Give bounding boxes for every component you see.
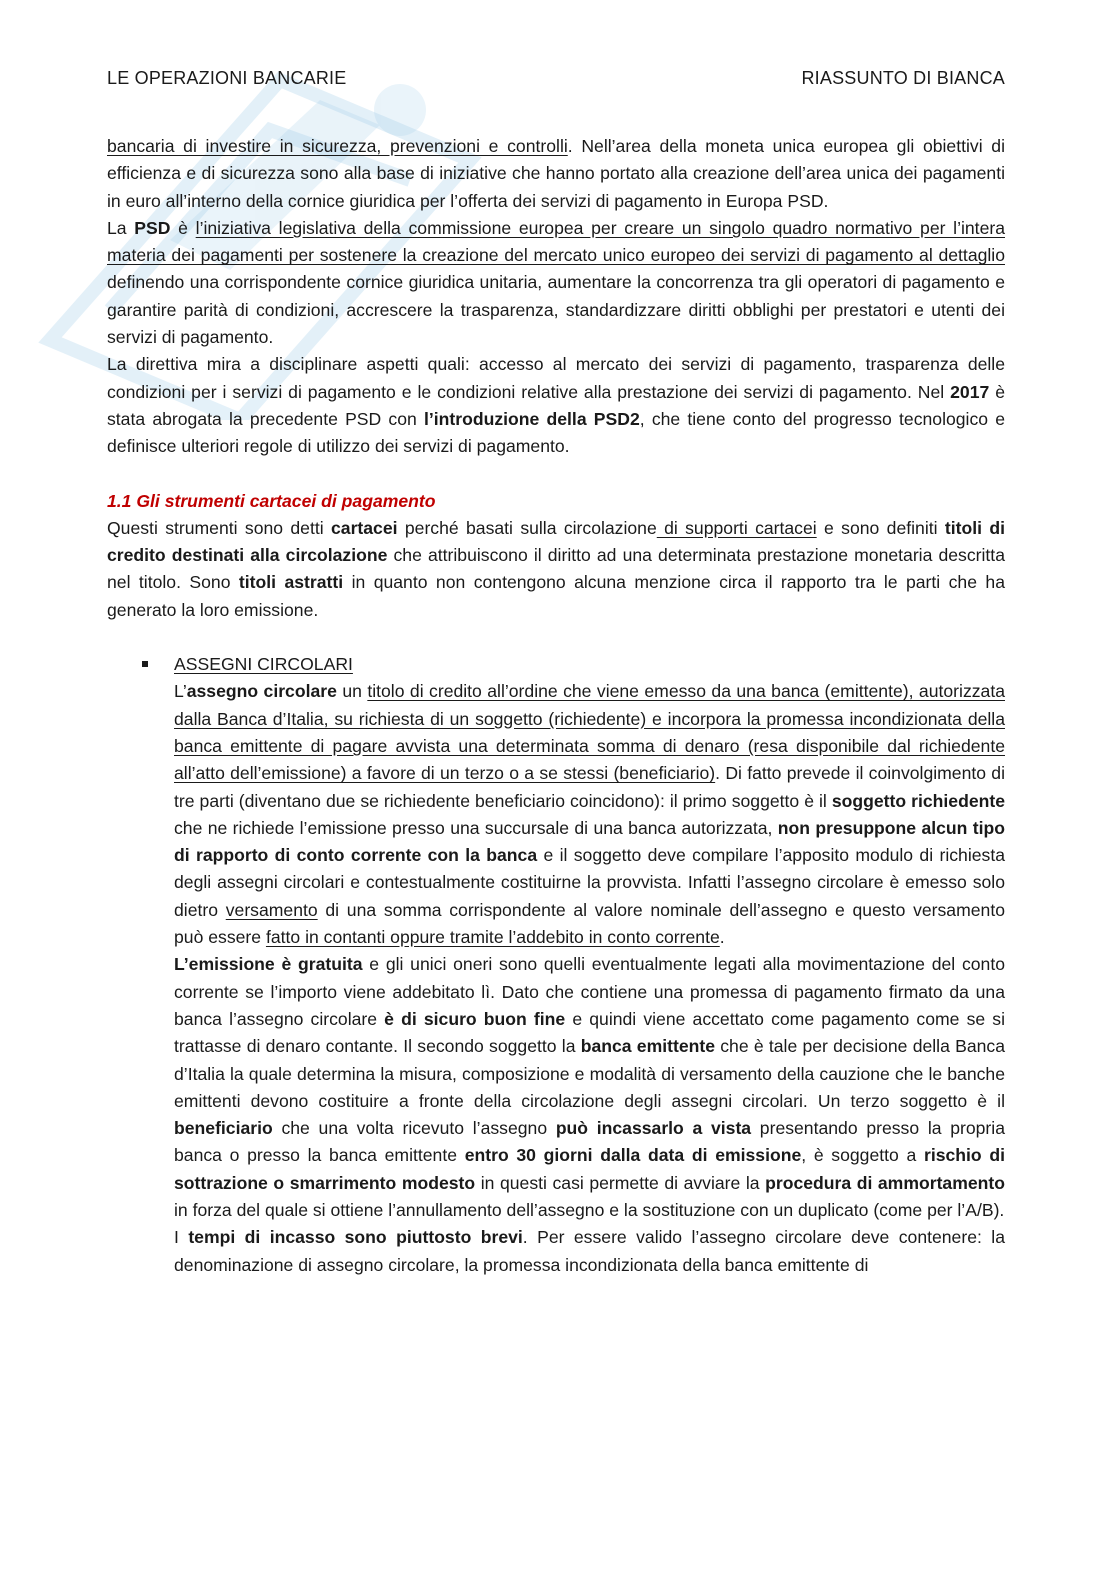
text: perché basati sulla circolazione: [397, 517, 657, 538]
text: La direttiva mira a disciplinare aspetti quali: accesso al mercato dei servizi di pagamento, trasparenza delle condizioni per i servizi di pagamento e le condizioni relative alla prestazione dei servizi di pagamento. Nel: [107, 354, 1005, 402]
text-bold: l’introduzione della PSD2: [424, 408, 640, 429]
square-bullet-icon: [142, 661, 148, 667]
text-bold: entro 30 giorni dalla data di emissione: [464, 1145, 802, 1166]
page-header: [107, 68, 1005, 94]
text: che una volta ricevuto l’assegno: [272, 1118, 556, 1139]
bullet-title: ASSEGNI CIRCOLARI: [174, 654, 353, 675]
text: I: [174, 1227, 189, 1248]
text: e gli unici oneri sono quelli eventualmente legati alla movimentazione del conto corrente se l’importo viene addebitato lì. Dato che contiene una promessa di pagamento firmato da una banca l’assegno circolare: [174, 954, 1005, 1029]
text-underlined: versamento: [225, 899, 318, 920]
text-bold: L’emissione è gratuita: [174, 954, 363, 975]
text: di una somma corrispondente al valore nominale dell’assegno e questo versamento può essere: [174, 899, 1005, 948]
text-bold: assegno circolare: [186, 681, 337, 702]
text: che è tale per decisione della Banca d’Italia la quale determina la misura, composizione e modalità di versamento della cauzione che le banche emittenti devono costituire a fronte della circolazione degli assegni circolari. Un terzo soggetto è il: [174, 1036, 1005, 1111]
text-bold: può incassarlo a vista: [555, 1118, 752, 1139]
text: L’: [174, 681, 187, 702]
paragraph-psd: [107, 215, 1005, 351]
text: che ne richiede l’emissione presso una succursale di una banca autorizzata,: [174, 817, 778, 838]
text: . Nell’area della moneta unica europea gli obiettivi di efficienza e di sicurezza sono alla base di iniziative che hanno portato alla creazione dell’area unica dei pagamenti in euro all’interno della cornice giuridica per l’offerta dei servizi di pagamento in Europa PSD.: [107, 136, 1005, 211]
text: che attribuiscono il diritto ad una determinata prestazione monetaria descritta nel titolo. Sono: [107, 545, 1005, 593]
spacer: [107, 624, 1005, 651]
text-bold: è di sicuro buon fine: [384, 1008, 566, 1029]
text: Questi strumenti sono detti: [107, 517, 331, 538]
header-author: RIASSUNTO DI BIANCA: [801, 68, 1005, 88]
text: presentando presso la propria banca o presso la banca emittente: [174, 1118, 1005, 1166]
text-bold: soggetto richiedente: [831, 790, 1005, 811]
text: è stata abrogata la precedente PSD con: [107, 381, 1005, 429]
header-title: LE OPERAZIONI BANCARIE: [107, 68, 347, 88]
text: un: [336, 681, 368, 702]
bullet-assegni-circolari: [107, 651, 1005, 1279]
section-heading: 1.1 Gli strumenti cartacei di pagamento: [107, 490, 436, 511]
text: . Per essere valido l’assegno circolare deve contenere: la denominazione di assegno circolare, la promessa incondizionata della banca emittente di: [174, 1227, 1005, 1275]
paragraph-emissione: [174, 951, 1005, 1224]
text: in questi casi permette di avviare la: [475, 1172, 766, 1193]
paragraph-directive: [107, 351, 1005, 460]
text-bold: banca emittente: [580, 1036, 716, 1057]
text-bold: cartacei: [331, 517, 398, 538]
text-bold: tempi di incasso sono piuttosto brevi: [188, 1227, 523, 1248]
text-bold: procedura di ammortamento: [765, 1172, 1005, 1193]
text: , che tiene conto del progresso tecnologico e definisce ulteriori regole di utilizzo dei servizi di pagamento.: [107, 408, 1006, 457]
text: definendo una corrispondente cornice giuridica unitaria, aumentare la concorrenza tra gli operatori di pagamento e garantire parità di condizioni, accrescere la trasparenza, standardizzare diritti obblighi per prestatori e utenti dei servizi di pagamento.: [107, 272, 1005, 348]
text: La: [107, 217, 135, 238]
text-bold: rischio di sottrazione o smarrimento modesto: [174, 1145, 1006, 1193]
document-body: [107, 133, 1005, 1279]
text: , è soggetto a: [801, 1145, 924, 1166]
text: e il soggetto deve compilare l’apposito modulo di richiesta degli assegni circolari e contestualmente costituirne la provvista. Infatti l’assegno circolare è emesso solo dietro: [174, 845, 1005, 920]
paragraph-assegno-definition: [174, 678, 1005, 951]
paragraph-intro: [107, 133, 1005, 215]
text-underlined: di supporti cartacei: [656, 517, 817, 538]
text-bold: 2017: [950, 381, 990, 402]
text: e quindi viene accettato come pagamento come se si trattasse di denaro contante. Il secondo soggetto la: [174, 1008, 1005, 1057]
text: in quanto non contengono alcuna menzione circa il rapporto tra le parti che ha generato la loro emissione.: [107, 572, 1005, 620]
text-bold: beneficiario: [174, 1118, 273, 1139]
text: .: [719, 927, 725, 948]
text-underlined: titolo di credito all’ordine che viene emesso da una banca (emittente), autorizzata dalla Banca d’Italia, su richiesta di un soggetto (richiedente) e incorpora la promessa incondizionata della banca emittente di pagare avvista una determinata somma di denaro (resa disponibile dal richiedente all’atto dell’emissione) a favore di un terzo o a se stessi (beneficiario): [174, 681, 1005, 784]
text: è: [170, 217, 196, 238]
text-underlined: l’iniziativa legislativa della commissione europea per creare un singolo quadro normativo per l’intera materia dei pagamenti per sostenere la creazione del mercato unico europeo dei servizi di pagamento al dettaglio: [107, 217, 1005, 266]
text: e sono definiti: [816, 517, 945, 538]
text-bold: non presuppone alcun tipo di rapporto di conto corrente con la banca: [174, 817, 1006, 866]
text-bold: titoli astratti: [238, 572, 344, 593]
text: in forza del quale si ottiene l’annullamento dell’assegno e la sostituzione con un duplicato (come per l’A/B).: [174, 1199, 1005, 1220]
paragraph-tempi-incasso: [174, 1224, 1005, 1279]
text-underlined: fatto in contanti oppure tramite l’addebito in conto corrente: [265, 927, 720, 948]
text-bold: PSD: [134, 217, 171, 238]
text-bold: titoli di credito destinati alla circolazione: [107, 517, 1005, 566]
text: . Di fatto prevede il coinvolgimento di tre parti (diventano due se richiedente beneficiario coincidono): il primo soggetto è il: [174, 763, 1006, 811]
text-underlined: bancaria di investire in sicurezza, prevenzioni e controlli: [107, 136, 568, 156]
paragraph-instruments: [107, 515, 1005, 624]
